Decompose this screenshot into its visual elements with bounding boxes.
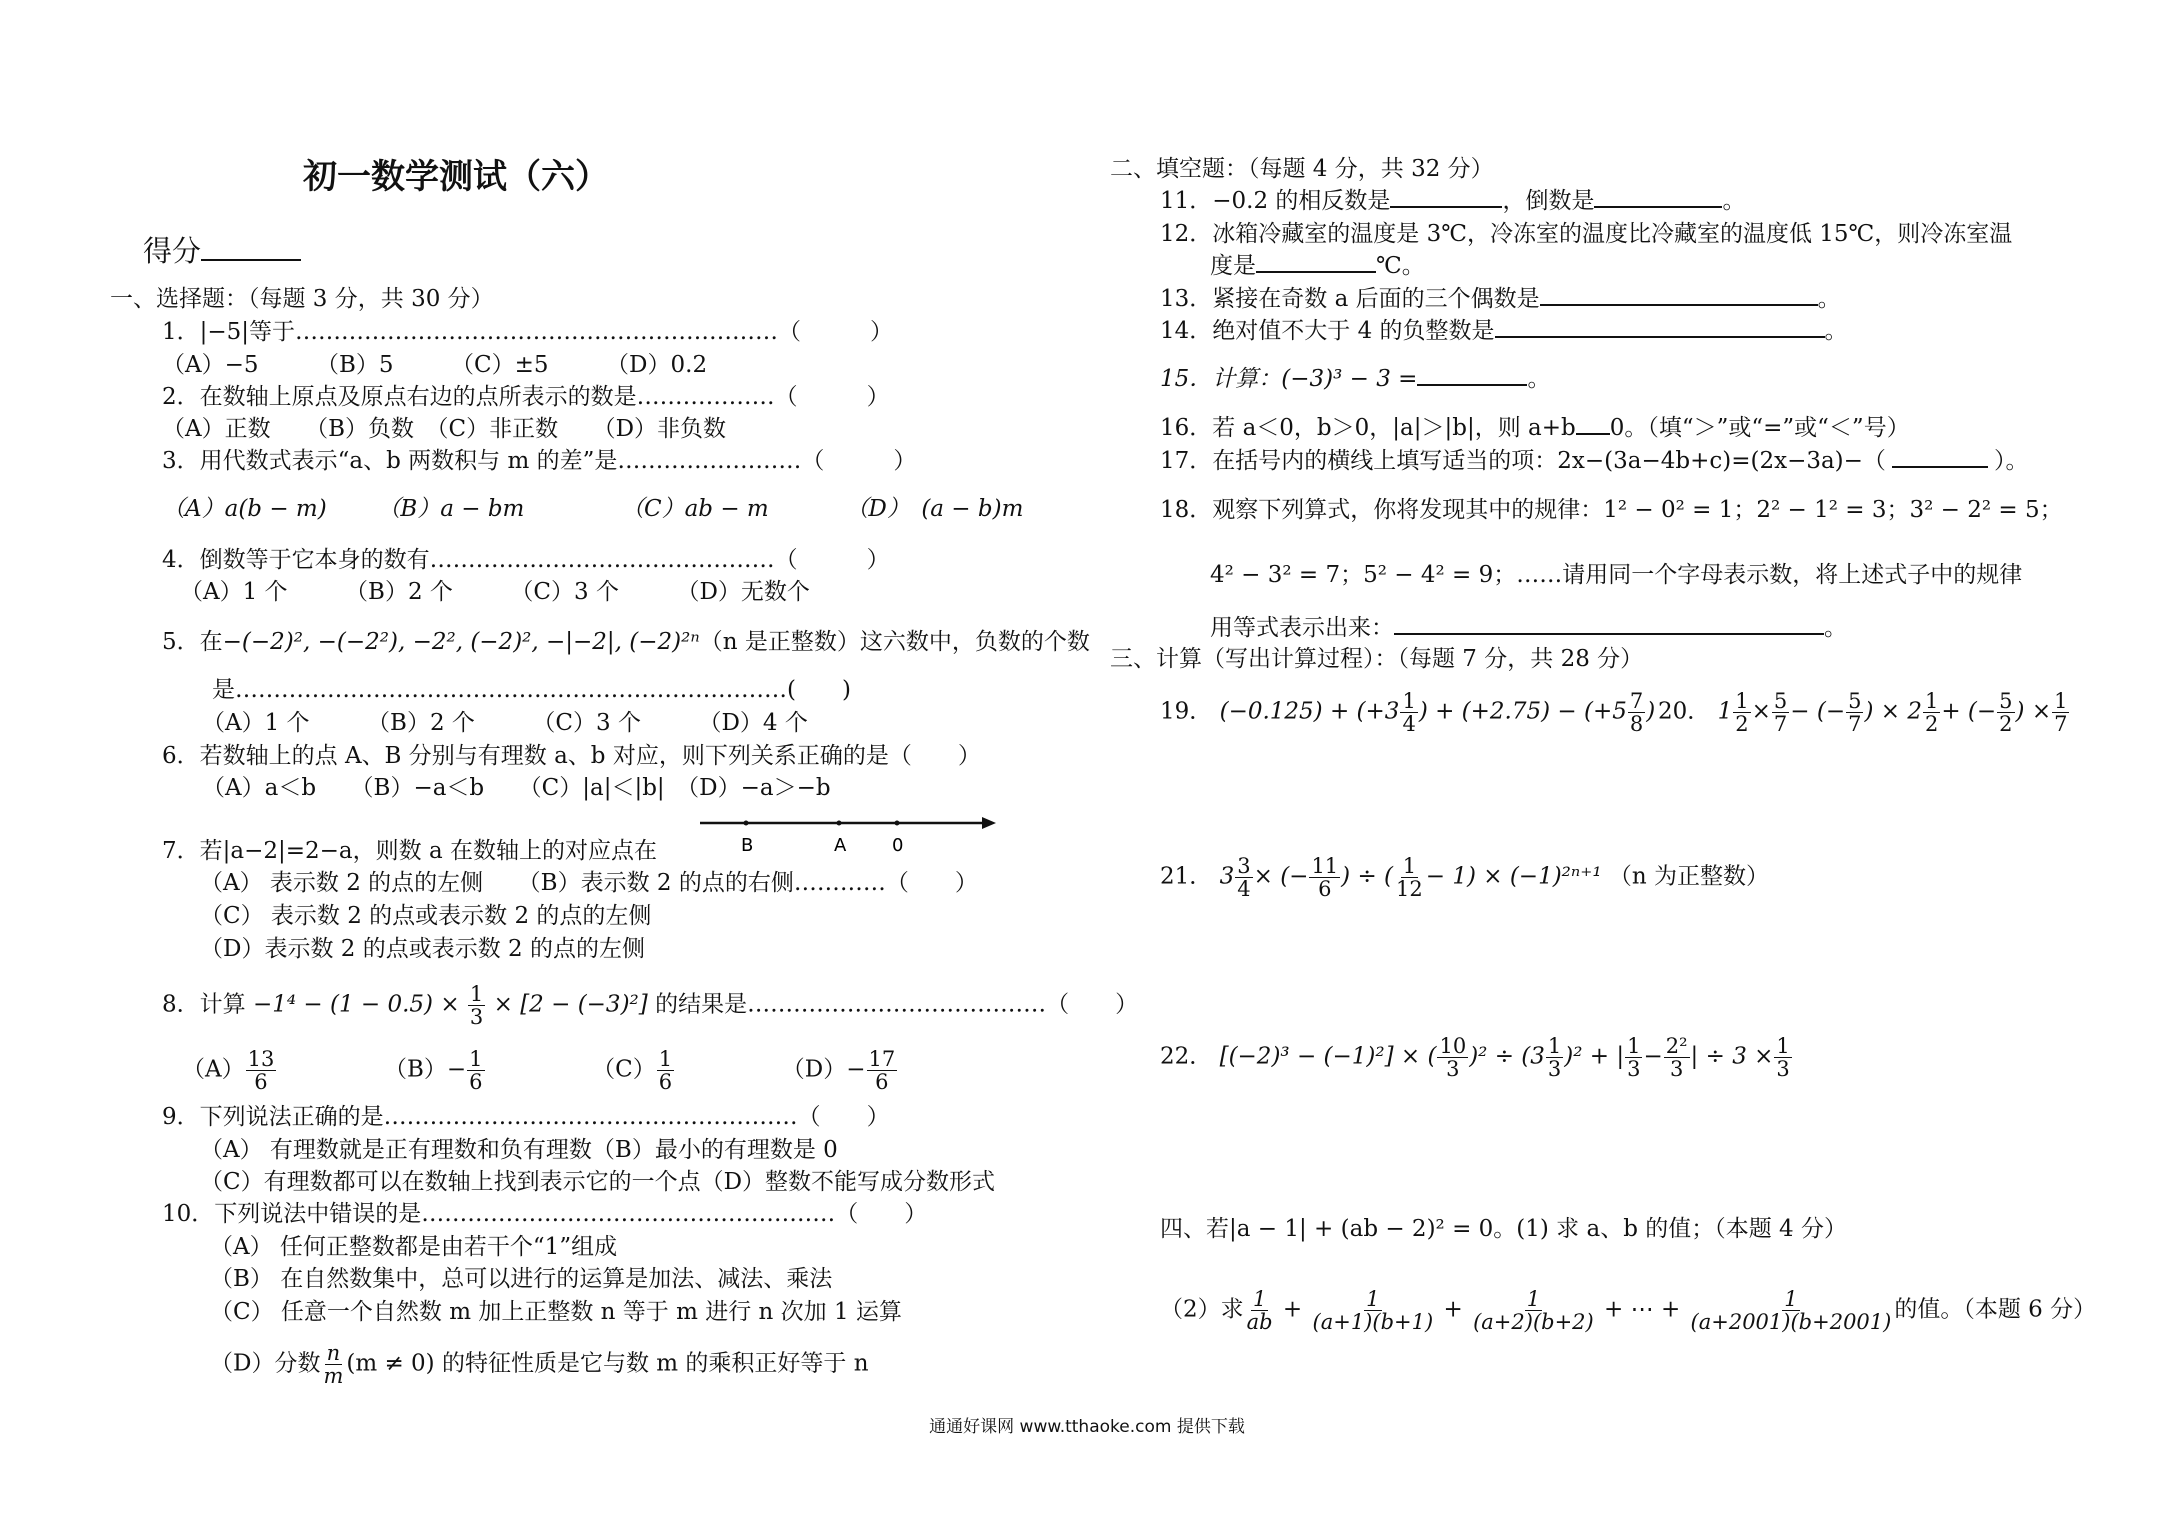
q8-options [182, 1048, 898, 1093]
q21 [1160, 855, 1769, 900]
q18-text-c: 用等式表示出来： [1210, 615, 1394, 641]
q15 [1160, 364, 1550, 394]
q10-option-line1: （A） 任何正整数都是由若干个“1”组成 [210, 1234, 618, 1260]
section-4-line2: （2）求 $\frac{1}{ab}$ + $\frac{1}{(a+1)(b+1)}$ + $\frac{1}{(a+2)(b+2)}$ + ⋯ + $\frac{1}{(a+2001)(b+2001)}$ 的值。（本题 6 分） [1160, 1287, 2097, 1335]
frac-den: (a+1)(b+1) [1312, 1310, 1434, 1335]
frac-den: 7 [2054, 712, 2068, 737]
frac-den: 6 [1318, 877, 1332, 902]
q5-stem-a: 5．在 [162, 629, 223, 655]
frac-den: 7 [1848, 712, 1862, 737]
frac-num: 1 [658, 1047, 673, 1071]
s4-term4 [1689, 1288, 1894, 1333]
q8-stem [162, 983, 1138, 1028]
frac-num: n [326, 1341, 341, 1365]
q20-frac3 [1846, 690, 1863, 735]
q20-frac1 [1733, 690, 1750, 735]
q20-frac5 [1997, 690, 2014, 735]
q19-part1: (−0.125) + (+3 [1219, 698, 1400, 725]
q8-option-d-label: （D）− [781, 1056, 866, 1083]
frac-den: (a+2001)(b+2001) [1690, 1310, 1892, 1335]
frac-den: 12 [1396, 877, 1423, 902]
frac-den: 3 [1627, 1057, 1641, 1082]
q22-part1: [(−2)³ − (−1)²] × ( [1219, 1043, 1437, 1070]
frac-num: 1 [1776, 1034, 1790, 1058]
score-blank[interactable] [201, 239, 301, 261]
q10-option-line3: （C） 任意一个自然数 m 加上正整数 n 等于 m 进行 n 次加 1 运算 [210, 1299, 902, 1325]
q20-part4: ) × 2 [1864, 698, 1922, 725]
q3-option-d: （D） (a − b)m [845, 496, 1024, 522]
frac-den: 6 [254, 1070, 268, 1095]
q16-text-b: 0。（填“＞”或“=”或“＜”号） [1609, 415, 1910, 441]
frac-num: 2² [1665, 1034, 1688, 1058]
s4-pre: （2）求 [1160, 1296, 1244, 1323]
q20-part5: + (− [1941, 698, 1997, 725]
q5-stem-b: （n 是正整数）这六数中，负数的个数 [699, 629, 1090, 655]
q10-option-line4 [210, 1342, 869, 1387]
q8-option-d-value [867, 1048, 898, 1093]
q3-stem: 3．用代数式表示“a、b 两数积与 m 的差”是……………………（ ） [162, 448, 917, 474]
q3-option-b: （B）a − bm [377, 496, 525, 522]
q16 [1160, 413, 1910, 443]
frac-num: 3 [1237, 854, 1251, 878]
q15-blank[interactable] [1417, 364, 1527, 386]
q8-post: 的结果是…………………………………（ ） [655, 991, 1139, 1018]
q2-options: （A）正数 （B）负数 （C）非正数 （D）非负数 [162, 416, 727, 442]
q20-frac4 [1923, 690, 1940, 735]
frac-den: 6 [658, 1070, 673, 1095]
score-label: 得分 [143, 234, 202, 268]
q7-option-line2: （C） 表示数 2 的点或表示数 2 的点的左侧 [200, 903, 652, 929]
q22-frac2 [1546, 1035, 1563, 1080]
q17-text-a: 17．在括号内的横线上填写适当的项：2x−(3a−4b+c)=(2x−3a)−（ [1160, 448, 1886, 474]
point-a-marker [837, 821, 842, 826]
q10-option-d-pre: （D）分数 [210, 1350, 321, 1377]
section-2-header: 二、填空题：（每题 4 分，共 32 分） [1110, 156, 1494, 182]
q20-part3: − (− [1790, 698, 1846, 725]
q13-text-b: 。 [1817, 286, 1841, 312]
q3-option-a: （A）a(b − m) [162, 496, 327, 522]
section-4-line1: 四、若|a − 1| + (ab − 2)² = 0。(1) 求 a、b 的值；（本题 4 分） [1160, 1216, 1847, 1242]
q19-part2: ) + (+2.75) − (+5 [1418, 698, 1627, 725]
q2-stem: 2．在数轴上原点及原点右边的点所表示的数是………………（ ） [162, 384, 890, 410]
frac-den: 3 [1776, 1057, 1790, 1082]
q7-option-line3: （D）表示数 2 的点或表示数 2 的点的左侧 [200, 936, 645, 962]
frac-num: 1 [1252, 1287, 1267, 1311]
section-1-header: 一、选择题：（每题 3 分，共 30 分） [110, 286, 494, 312]
q18-line3 [1210, 613, 1847, 643]
q20 [1658, 690, 2070, 735]
frac-num: 1 [1526, 1287, 1541, 1311]
q7-option-line1: （A） 表示数 2 的点的左侧 （B）表示数 2 的点的右侧…………（ ） [200, 870, 978, 896]
q22 [1160, 1035, 1793, 1080]
q22-frac3 [1625, 1035, 1642, 1080]
q1-options: （A）−5 （B）5 （C）±5 （D）0.2 [162, 352, 708, 378]
q6-options: （A）a＜b （B）−a＜b （C）|a|＜|b| （D）−a＞−b [202, 775, 831, 801]
q21-frac3 [1394, 855, 1425, 900]
q5-expression: −(−2)², −(−2²), −2², (−2)², −|−2|, (−2)²ⁿ [222, 629, 700, 655]
q22-part2: )² ÷ (3 [1469, 1043, 1545, 1070]
q20-label: 20． [1658, 698, 1711, 725]
q3-options [162, 494, 1023, 524]
frac-den: (a+2)(b+2) [1473, 1310, 1594, 1335]
frac-den: 3 [1547, 1057, 1562, 1082]
point-b-label: B [741, 835, 754, 856]
q10-fraction [321, 1342, 345, 1387]
q16-text-a: 16．若 a＜0，b＞0，|a|＞|b|，则 a+b [1160, 415, 1576, 441]
q14-blank[interactable] [1495, 316, 1825, 338]
q12-text-b: 度是 [1210, 253, 1256, 279]
q9-stem: 9．下列说法正确的是………………………………………………（ ） [162, 1104, 890, 1130]
q19 [1160, 690, 1655, 735]
q22-part4: − [1643, 1043, 1663, 1070]
q20-part2: × [1751, 698, 1771, 725]
q5-stem-line2: 是………………………………………………………………( ) [212, 677, 851, 703]
q10-option-d-post: (m ≠ 0) 的特征性质是它与数 m 的乘积正好等于 n [346, 1350, 869, 1377]
q13 [1160, 284, 1841, 314]
s4-term2 [1311, 1288, 1436, 1333]
q20-frac2 [1772, 690, 1789, 735]
q12-line2 [1210, 251, 1425, 281]
q5-options: （A）1 个 （B）2 个 （C）3 个 （D）4 个 [202, 710, 808, 736]
frac-den: 4 [1237, 877, 1251, 902]
s4-term1 [1245, 1288, 1275, 1333]
frac-num: 7 [1629, 689, 1644, 713]
q18-blank[interactable] [1394, 613, 1824, 635]
frac-den: ab [1246, 1310, 1273, 1335]
q4-options: （A）1 个 （B）2 个 （C）3 个 （D）无数个 [180, 579, 810, 605]
number-line-figure [698, 808, 998, 858]
q20-frac6 [2052, 690, 2069, 735]
number-line-arrow-icon [982, 817, 996, 829]
q17-blank[interactable] [1892, 446, 1988, 468]
q19-frac2 [1628, 690, 1645, 735]
q20-part1: 1 [1717, 698, 1733, 725]
frac-den: m [323, 1364, 344, 1389]
q13-blank[interactable] [1540, 284, 1818, 306]
origin-marker [895, 821, 900, 826]
frac-den: 2 [1735, 712, 1749, 737]
q15-text-b: 。 [1527, 366, 1551, 392]
frac-num: 1 [1627, 1034, 1641, 1058]
q9-option-line1: （A） 有理数就是正有理数和负有理数（B）最小的有理数是 0 [200, 1137, 838, 1163]
frac-num: 10 [1439, 1034, 1467, 1058]
frac-num: 13 [247, 1047, 275, 1071]
frac-den: 3 [1446, 1057, 1460, 1082]
q21-part3: ) ÷ ( [1341, 863, 1394, 890]
frac-num: 1 [1366, 1287, 1380, 1311]
q16-blank[interactable] [1576, 413, 1610, 435]
q8-expr-b: × [2 − (−3)²] [493, 991, 648, 1018]
page-title: 初一数学测试（六） [303, 157, 609, 197]
q19-frac1 [1400, 690, 1417, 735]
frac-num: 1 [1784, 1287, 1798, 1311]
frac-den: 7 [1773, 712, 1788, 737]
origin-label: 0 [892, 835, 904, 856]
q9-option-line2: （C）有理数都可以在数轴上找到表示它的一个点（D）整数不能写成分数形式 [200, 1169, 996, 1195]
frac-num: 1 [1924, 689, 1939, 713]
frac-num: 1 [469, 982, 484, 1006]
frac-num: 17 [868, 1047, 896, 1071]
q22-frac1 [1437, 1035, 1468, 1080]
q8-option-c-value [657, 1048, 674, 1093]
q19-label: 19． [1160, 698, 1213, 725]
q22-frac5 [1774, 1035, 1791, 1080]
q22-label: 22． [1160, 1043, 1213, 1070]
frac-num: 5 [1773, 689, 1788, 713]
q21-frac1 [1235, 855, 1252, 900]
q22-frac4 [1664, 1035, 1690, 1080]
frac-num: 5 [1999, 689, 2013, 713]
q18-line1: 18．观察下列算式，你将发现其中的规律：1² − 0² = 1；2² − 1² = 3；3² − 2² = 5； [1160, 497, 2063, 523]
frac-num: 11 [1311, 854, 1339, 878]
frac-num: 5 [1848, 689, 1862, 713]
q22-part5: | ÷ 3 × [1690, 1043, 1774, 1070]
q15-text-a: 15．计算：(−3)³ − 3 = [1160, 366, 1418, 392]
q14 [1160, 316, 1848, 346]
q17-text-b: ）。 [1993, 448, 2029, 474]
q19-part3: ) [1646, 698, 1656, 725]
q21-label: 21． [1160, 863, 1213, 890]
q21-part4: − 1) × (−1)²ⁿ⁺¹ [1425, 863, 1602, 890]
point-a-label: A [834, 835, 847, 856]
q8-third-fraction [468, 983, 485, 1028]
q18-text-d: 。 [1824, 615, 1847, 641]
q11-text-a: 11．−0.2 的相反数是 [1160, 188, 1391, 214]
q1-stem: 1．|−5|等于………………………………………………………（ ） [162, 319, 894, 345]
q10-stem: 10．下列说法中错误的是………………………………………………（ ） [162, 1201, 928, 1227]
q21-note: （n 为正整数） [1608, 863, 1770, 890]
point-b-marker [744, 821, 749, 826]
q21-part1: 3 [1219, 863, 1235, 890]
q11-text-c: 。 [1722, 188, 1746, 214]
q14-text-a: 14．绝对值不大于 4 的负整数是 [1160, 318, 1495, 344]
frac-num: 1 [1402, 854, 1417, 878]
frac-den: 3 [469, 1005, 484, 1030]
q21-frac2 [1309, 855, 1340, 900]
q8-option-c-label: （C） [592, 1056, 656, 1083]
q11 [1160, 186, 1745, 216]
frac-den: 2 [1999, 712, 2013, 737]
frac-num: 1 [1735, 689, 1749, 713]
frac-den: 2 [1924, 712, 1939, 737]
q8-option-a-label: （A） [182, 1056, 245, 1083]
q10-option-line2: （B） 在自然数集中，总可以进行的运算是加法、减法、乘法 [210, 1266, 833, 1292]
q8-option-b-label: （B）− [383, 1056, 467, 1083]
q8-pre: 8．计算 [162, 991, 246, 1018]
frac-den: 6 [875, 1070, 889, 1095]
q6-stem: 6．若数轴上的点 A、B 分别与有理数 a、b 对应，则下列关系正确的是（ ） [162, 743, 981, 769]
q12-line1: 12．冰箱冷藏室的温度是 3℃，冷冻室的温度比冷藏室的温度低 15℃，则冷冻室温 [1160, 221, 2013, 247]
q13-text-a: 13．紧接在奇数 a 后面的三个偶数是 [1160, 286, 1540, 312]
score-field [143, 236, 301, 266]
q22-part3: )² + | [1564, 1043, 1625, 1070]
q5-stem [162, 627, 1090, 657]
frac-den: 6 [469, 1070, 483, 1095]
section-3-header: 三、计算（写出计算过程）：（每题 7 分，共 28 分） [1110, 646, 1644, 672]
q20-part6: ) × [2015, 698, 2052, 725]
frac-num: 1 [469, 1047, 483, 1071]
frac-den: 3 [1669, 1057, 1684, 1082]
q14-text-b: 。 [1824, 318, 1848, 344]
q12-text-c: ℃。 [1376, 253, 1425, 279]
q3-option-c: （C）ab − m [621, 496, 769, 522]
q18-line2: 4² − 3² = 7；5² − 4² = 9；……请用同一个字母表示数，将上述式子中的规律 [1210, 562, 2023, 588]
frac-num: 1 [1402, 689, 1416, 713]
frac-num: 1 [1547, 1034, 1562, 1058]
q21-part2: × (− [1253, 863, 1309, 890]
q11-text-b: ，倒数是 [1502, 188, 1595, 214]
s4-ellipsis: + ⋯ + [1604, 1296, 1681, 1323]
s4-post: 的值。（本题 6 分） [1894, 1296, 2097, 1323]
frac-den: 4 [1402, 712, 1416, 737]
frac-num: 1 [2054, 689, 2068, 713]
q7-stem: 7．若|a−2|=2−a，则数 a 在数轴上的对应点在 [162, 838, 657, 864]
frac-den: 8 [1629, 712, 1644, 737]
q12-blank[interactable] [1256, 251, 1376, 273]
q17 [1160, 446, 2028, 476]
footer-credit: 通通好课网 www.tthaoke.com 提供下载 [929, 1417, 1245, 1437]
q4-stem: 4．倒数等于它本身的数有………………………………………（ ） [162, 547, 890, 573]
q8-option-b-value [467, 1048, 484, 1093]
q8-expr-a: −1⁴ − (1 − 0.5) × [252, 991, 460, 1018]
q8-option-a-value [246, 1048, 277, 1093]
q11-blank-2[interactable] [1594, 186, 1722, 208]
q11-blank-1[interactable] [1390, 186, 1502, 208]
s4-term3 [1471, 1288, 1596, 1333]
